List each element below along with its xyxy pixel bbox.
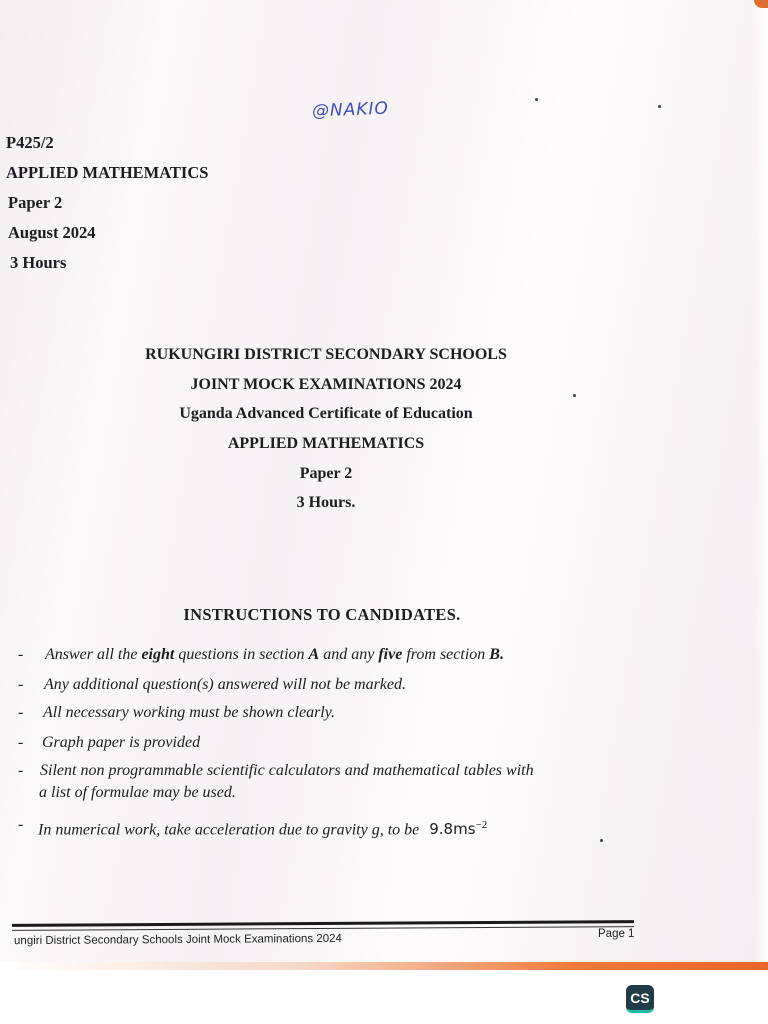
title-district: RUKUNGIRI DISTRICT SECONDARY SCHOOLS: [145, 346, 507, 363]
paper-speck: [600, 839, 603, 842]
title-duration: 3 Hours.: [296, 494, 356, 512]
instruction-text: and any: [319, 646, 379, 663]
paper-speck: [573, 394, 576, 397]
paper-date: August 2024: [8, 223, 96, 242]
background-strip: [0, 962, 768, 970]
paper-duration: 3 Hours: [10, 253, 67, 272]
paper-header: [0, 128, 208, 278]
instruction-text: questions in section: [174, 646, 309, 663]
instruction-text: Silent non programmable scientific calculators and mathematical tables with: [40, 762, 534, 779]
instruction-text: Any additional question(s) answered will not be marked.: [44, 676, 407, 693]
instruction-text: Graph paper is provided: [42, 734, 201, 751]
paper-code: P425/2: [6, 133, 54, 152]
gravity-exponent: −2: [475, 819, 488, 831]
paper-speck: [535, 98, 538, 101]
handwritten-note: @NAKIO: [311, 98, 390, 122]
gravity-value: 9.8ms: [429, 820, 476, 839]
instruction-emphasis: B.: [489, 646, 504, 663]
instructions-heading: INSTRUCTIONS TO CANDIDATES.: [183, 605, 461, 624]
instruction-emphasis: A: [308, 646, 320, 663]
instruction-emphasis: eight: [141, 646, 175, 663]
exam-title-block: [0, 340, 652, 518]
title-subject: APPLIED MATHEMATICS: [227, 435, 425, 453]
title-certificate: Uganda Advanced Certificate of Education: [179, 405, 473, 423]
instruction-text: from section: [402, 646, 490, 663]
title-paper: Paper 2: [299, 464, 353, 482]
instruction-text: All necessary working must be shown clearly.: [43, 704, 335, 721]
instruction-text: a list of formulae may be used.: [39, 784, 236, 801]
paper-subject: APPLIED MATHEMATICS: [6, 163, 209, 182]
title-exam: JOINT MOCK EXAMINATIONS 2024: [190, 375, 462, 393]
instruction-emphasis: five: [378, 646, 403, 663]
sheet-edge: [754, 0, 768, 968]
camscanner-badge: CS: [626, 985, 654, 1013]
paper-number: Paper 2: [8, 193, 63, 212]
footer-text: ungiri District Secondary Schools Joint Mock Examinations 2024: [13, 932, 342, 948]
page-number: Page 1: [598, 928, 635, 940]
instruction-text: In numerical work, take acceleration due to gravity g, to be: [38, 821, 420, 839]
paper-speck: [658, 105, 661, 108]
instruction-text: Answer all the: [45, 646, 142, 663]
